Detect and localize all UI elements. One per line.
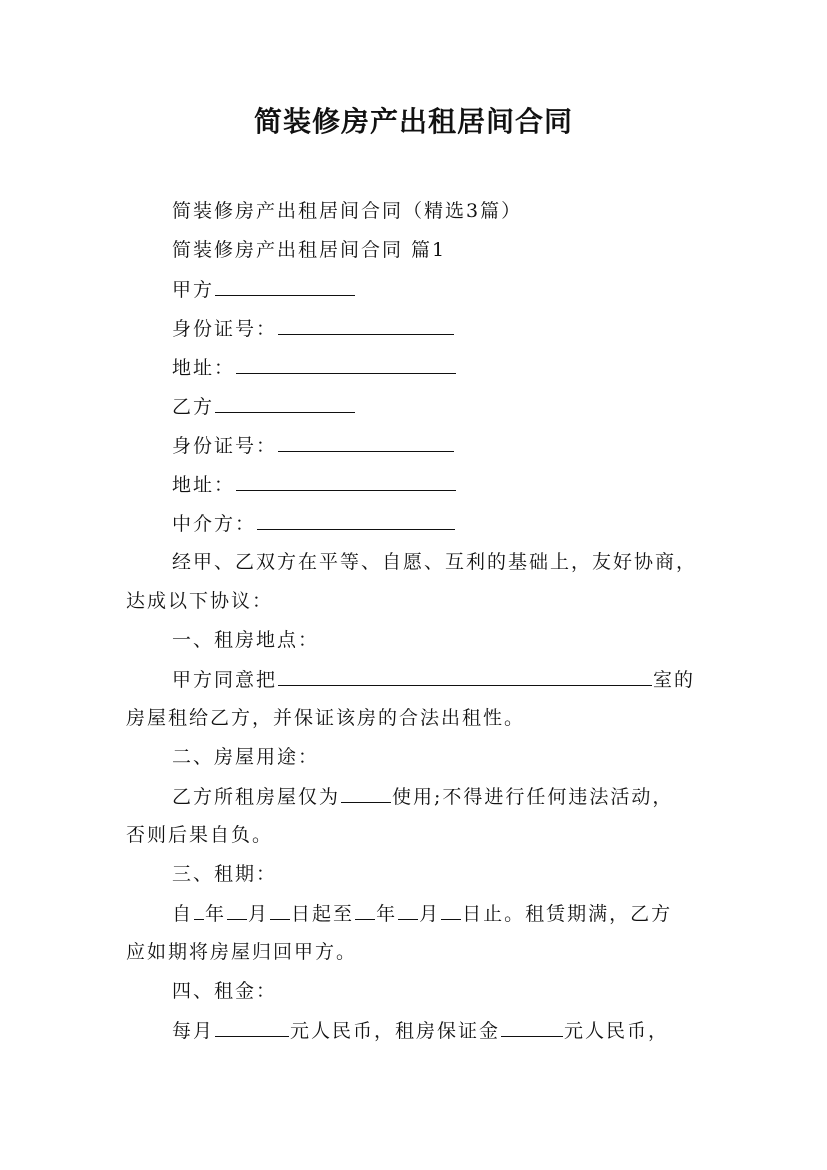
clause-4-line-1 — [172, 1016, 669, 1045]
clause-3-blank-start-month — [227, 899, 247, 920]
party-a-id-label: 身份证号： — [172, 318, 278, 340]
clause-1-heading: 一、租房地点： — [172, 629, 320, 651]
party-b-line — [172, 392, 356, 421]
party-b-id-label: 身份证号： — [172, 435, 278, 457]
clause-4-text-1: 每月 — [172, 1020, 215, 1042]
party-a-address-label: 地址： — [172, 357, 236, 379]
clause-4-text-3: 元人民币， — [564, 1020, 670, 1042]
clause-3-blank-start-year — [194, 899, 204, 920]
clause-2-line-1 — [172, 782, 673, 811]
clause-3-text-6: 月 — [419, 903, 441, 925]
agent-label: 中介方： — [172, 513, 257, 535]
clause-2-blank — [341, 782, 391, 803]
clause-4-heading: 四、租金： — [172, 980, 278, 1002]
clause-2-prefix: 乙方所租房屋仅为 — [172, 786, 341, 808]
party-b-id-blank — [278, 431, 454, 452]
agent-blank — [257, 509, 455, 530]
clause-3-text-7: 日止。租赁期满，乙方 — [462, 903, 673, 925]
party-a-blank — [215, 275, 355, 296]
clause-2-suffix: 使用;不得进行任何违法活动， — [392, 786, 674, 808]
clause-2-heading: 二、房屋用途： — [172, 746, 320, 768]
party-a-label: 甲方 — [172, 279, 215, 301]
party-b-address-line — [172, 470, 457, 499]
clause-1-line-1 — [172, 665, 695, 694]
clause-3-blank-start-day — [270, 899, 290, 920]
clause-3-blank-end-year — [355, 899, 375, 920]
clause-4-text-2: 元人民币，租房保证金 — [290, 1020, 501, 1042]
party-a-address-blank — [236, 353, 456, 374]
party-a-id-blank — [278, 314, 454, 335]
clause-2-line-2: 否则后果自负。 — [126, 824, 274, 846]
intro-line-2: 达成以下协议： — [126, 590, 274, 612]
agent-line — [172, 509, 456, 538]
party-b-label: 乙方 — [172, 396, 215, 418]
clause-1-prefix: 甲方同意把 — [172, 669, 278, 691]
party-b-address-label: 地址： — [172, 474, 236, 496]
clause-4-blank-rent — [215, 1016, 289, 1037]
clause-3-blank-end-month — [398, 899, 418, 920]
clause-3-text-1: 自 — [172, 903, 194, 925]
clause-3-line-2: 应如期将房屋归回甲方。 — [126, 941, 358, 963]
clause-1-suffix: 室的 — [653, 669, 696, 691]
clause-3-heading: 三、租期： — [172, 863, 278, 885]
clause-3-text-5: 年 — [376, 903, 398, 925]
clause-3-text-4: 日起至 — [291, 903, 355, 925]
clause-3-line-1 — [172, 899, 672, 928]
clause-1-line-2: 房屋租给乙方，并保证该房的合法出租性。 — [126, 707, 526, 729]
party-a-address-line — [172, 353, 457, 382]
clause-4-blank-deposit — [501, 1016, 563, 1037]
clause-3-blank-end-day — [441, 899, 461, 920]
clause-3-text-3: 月 — [248, 903, 270, 925]
clause-1-blank — [278, 665, 652, 686]
party-b-address-blank — [236, 470, 456, 491]
document-title: 简装修房产出租居间合同 — [253, 105, 573, 138]
intro-line-1: 经甲、乙双方在平等、自愿、互利的基础上，友好协商， — [172, 551, 698, 573]
party-b-id-line — [172, 431, 455, 460]
section-heading: 简装修房产出租居间合同 篇1 — [172, 239, 447, 261]
party-b-blank — [215, 392, 355, 413]
document-subtitle: 简装修房产出租居间合同（精选3篇） — [172, 200, 523, 222]
clause-3-text-2: 年 — [205, 903, 227, 925]
party-a-line — [172, 275, 356, 304]
party-a-id-line — [172, 314, 455, 343]
